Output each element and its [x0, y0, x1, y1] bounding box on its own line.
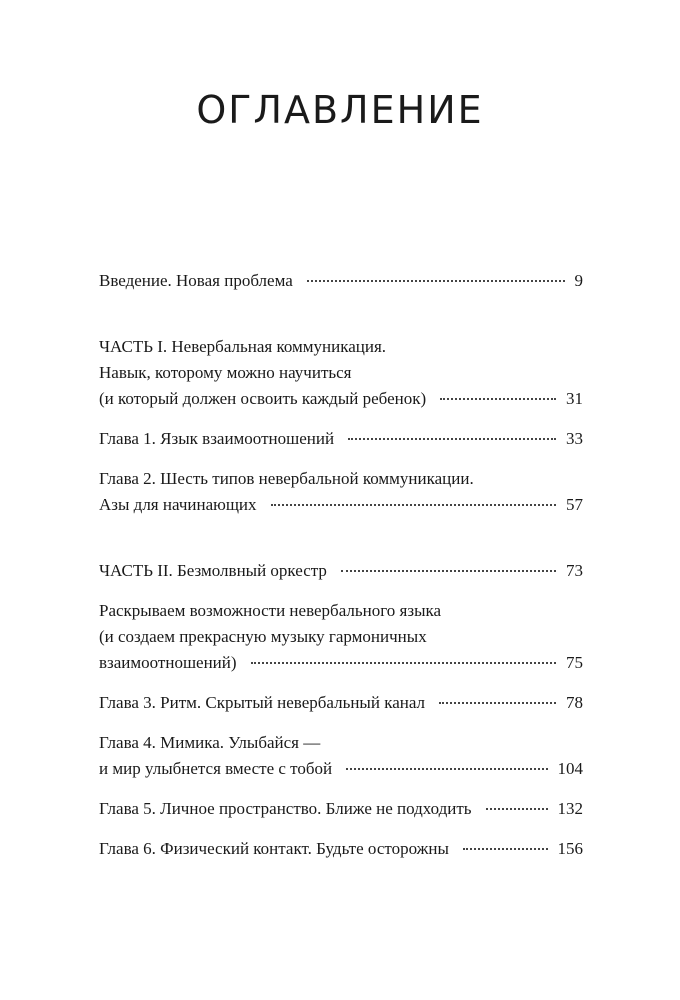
- toc-page-number: 9: [574, 271, 583, 290]
- toc-page-number: 132: [557, 799, 583, 818]
- toc-entry-title: Введение. Новая проблема: [99, 271, 293, 290]
- toc-entry-title: ЧАСТЬ II. Безмолвный оркестр: [99, 561, 327, 580]
- dot-leader: [348, 436, 556, 440]
- toc-entry-part-2-subtitle: [99, 598, 583, 676]
- toc-page-number: 33: [566, 429, 583, 448]
- toc-page-number: 156: [557, 839, 583, 858]
- toc-page-number: 75: [566, 653, 583, 672]
- toc-entry-title-line: Глава 2. Шесть типов невербальной коммуникации.: [99, 469, 474, 488]
- toc-entry-part-1: [99, 334, 583, 412]
- dot-leader: [463, 846, 548, 850]
- page-title: ОГЛАВЛЕНИЕ: [196, 88, 484, 132]
- toc-entry-intro: [99, 268, 583, 294]
- toc-entry-title-line: Раскрываем возможности невербального языка: [99, 601, 442, 620]
- dot-leader: [439, 700, 556, 704]
- toc-entry-chapter-2: [99, 466, 583, 518]
- toc-entry-title-line: (и который должен освоить каждый ребенок): [99, 389, 427, 408]
- toc-page-number: 57: [566, 495, 583, 514]
- toc-entry-part-2: [99, 558, 583, 584]
- toc-entry-title-line: Азы для начинающих: [99, 495, 257, 514]
- toc-entry-chapter-6: [99, 836, 583, 862]
- dot-leader: [440, 396, 556, 400]
- toc-entry-title: Глава 5. Личное пространство. Ближе не подходить: [99, 799, 472, 818]
- toc-entry-title-line: ЧАСТЬ I. Невербальная коммуникация.: [99, 337, 387, 356]
- toc-entry-chapter-5: [99, 796, 583, 822]
- dot-leader: [271, 502, 556, 506]
- toc-page-number: 31: [566, 389, 583, 408]
- toc-entry-chapter-1: [99, 426, 583, 452]
- toc-entry-title: Глава 3. Ритм. Скрытый невербальный канал: [99, 693, 426, 712]
- dot-leader: [251, 660, 556, 664]
- toc-entry-title-line: (и создаем прекрасную музыку гармоничных: [99, 627, 427, 646]
- toc-entry-title: Глава 6. Физический контакт. Будьте осторожны: [99, 839, 449, 858]
- dot-leader: [486, 806, 548, 810]
- toc-entry-chapter-3: [99, 690, 583, 716]
- toc-entry-title-line: взаимоотношений): [99, 653, 237, 672]
- toc-entry-title-line: Навык, которому можно научиться: [99, 363, 352, 382]
- toc-entry-title-line: Глава 4. Мимика. Улыбайся —: [99, 733, 321, 752]
- table-of-contents: [99, 268, 583, 862]
- toc-entry-chapter-4: [99, 730, 583, 782]
- dot-leader: [307, 278, 565, 282]
- toc-page-number: 78: [566, 693, 583, 712]
- toc-page-number: 73: [566, 561, 583, 580]
- toc-entry-title-line: и мир улыбнется вместе с тобой: [99, 759, 333, 778]
- toc-page-number: 104: [557, 759, 583, 778]
- toc-entry-title: Глава 1. Язык взаимоотношений: [99, 429, 335, 448]
- dot-leader: [341, 568, 556, 572]
- dot-leader: [346, 766, 547, 770]
